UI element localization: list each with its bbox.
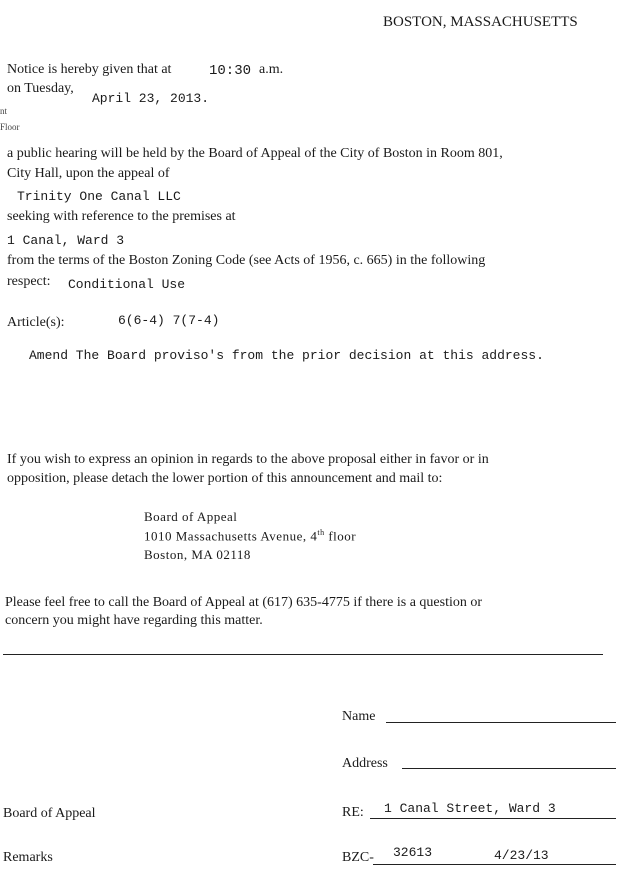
address-field[interactable] bbox=[402, 768, 616, 769]
margin-fragment-1: nt bbox=[0, 106, 8, 116]
mail-address-line-1: Board of Appeal bbox=[144, 509, 238, 524]
hearing-line-1: a public hearing will be held by the Board of Appeal of the City of Boston in Room 801, bbox=[7, 146, 503, 161]
articles-value: 6(6-4) 7(7-4) bbox=[118, 313, 220, 328]
location-header: BOSTON, MASSACHUSETTS bbox=[383, 14, 578, 30]
re-value: 1 Canal Street, Ward 3 bbox=[384, 801, 556, 816]
bzc-field[interactable] bbox=[373, 864, 616, 865]
hearing-time-suffix: a.m. bbox=[259, 62, 284, 77]
board-label: Board of Appeal bbox=[3, 806, 96, 821]
margin-fragment-2: Floor bbox=[0, 122, 20, 132]
re-field[interactable] bbox=[370, 818, 616, 819]
bzc-label: BZC- bbox=[342, 850, 374, 865]
respect-label: respect: bbox=[7, 274, 51, 289]
detach-divider bbox=[3, 654, 603, 655]
name-field[interactable] bbox=[386, 722, 616, 723]
appellant: Trinity One Canal LLC bbox=[17, 189, 181, 204]
remarks-label: Remarks bbox=[3, 850, 53, 865]
bzc-date: 4/23/13 bbox=[494, 848, 549, 863]
respect-value: Conditional Use bbox=[68, 277, 186, 292]
mail-address-line-2: 1010 Massachusetts Avenue, 4th floor bbox=[144, 528, 357, 544]
re-label: RE: bbox=[342, 805, 364, 820]
hearing-date: April 23, 2013. bbox=[92, 91, 210, 106]
address-label: Address bbox=[342, 756, 388, 771]
contact-line-2: concern you might have regarding this matter. bbox=[5, 613, 263, 628]
notice-intro: Notice is hereby given that at bbox=[7, 62, 172, 77]
contact-line-1: Please feel free to call the Board of Appeal at (617) 635-4775 if there is a question or bbox=[5, 595, 483, 610]
opinion-line-2: opposition, please detach the lower portion of this announcement and mail to: bbox=[7, 471, 443, 486]
hearing-time: 10:30 bbox=[209, 63, 252, 79]
zoning-terms-line: from the terms of the Boston Zoning Code (see Acts of 1956, c. 665) in the following bbox=[7, 253, 486, 268]
amendment-text: Amend The Board proviso's from the prior decision at this address. bbox=[29, 348, 544, 363]
bzc-number: 32613 bbox=[393, 845, 433, 860]
premises: 1 Canal, Ward 3 bbox=[7, 233, 125, 248]
notice-day: on Tuesday, bbox=[7, 81, 74, 96]
seeking-line: seeking with reference to the premises at bbox=[7, 209, 236, 224]
name-label: Name bbox=[342, 709, 376, 724]
opinion-line-1: If you wish to express an opinion in regards to the above proposal either in favor or in bbox=[7, 452, 489, 467]
hearing-line-2: City Hall, upon the appeal of bbox=[7, 166, 170, 181]
mail-address-line-3: Boston, MA 02118 bbox=[144, 547, 251, 562]
articles-label: Article(s): bbox=[7, 315, 65, 330]
